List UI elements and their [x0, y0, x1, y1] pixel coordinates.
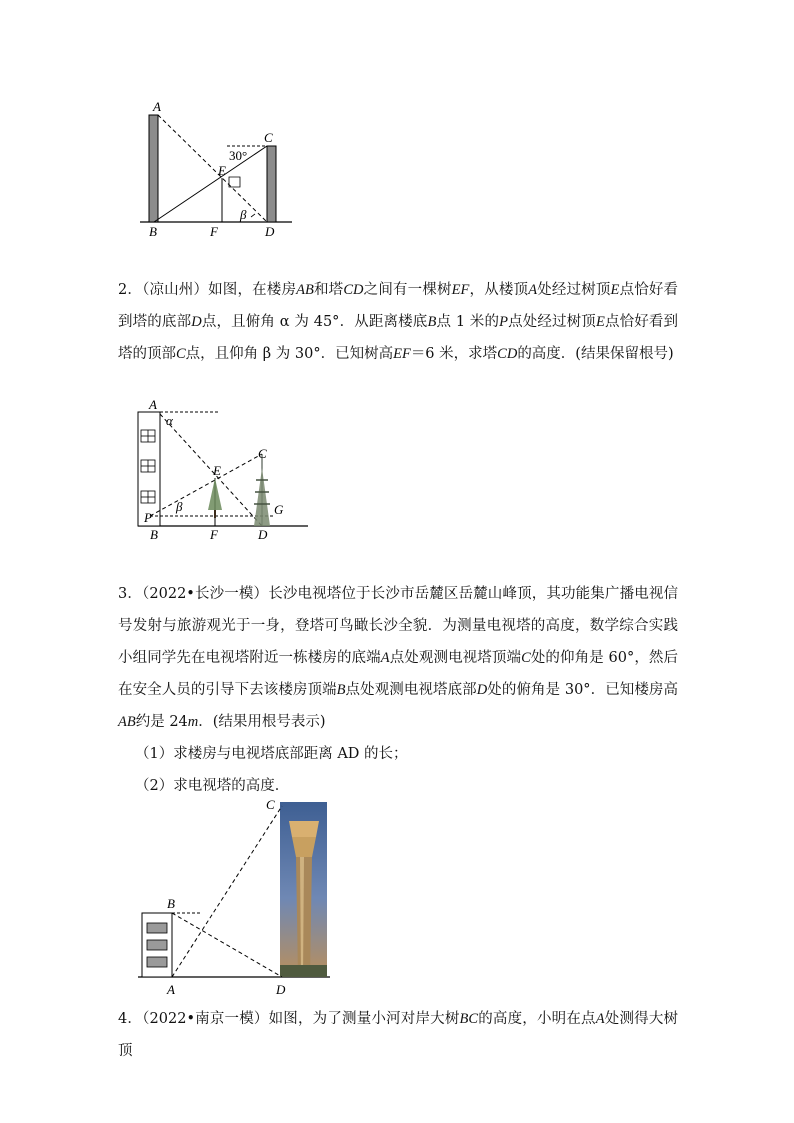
- label-e: E: [218, 163, 226, 178]
- label-d: D: [265, 224, 275, 239]
- label-b: B: [149, 224, 157, 239]
- figure-3-diagram: [130, 797, 340, 1002]
- label-c: C: [264, 130, 273, 145]
- figure-1-diagram: [130, 95, 300, 240]
- figure-2-diagram: [130, 398, 315, 548]
- label-a: A: [149, 398, 157, 412]
- label-b: B: [150, 527, 158, 542]
- label-a: A: [167, 982, 175, 997]
- label-b: B: [167, 896, 175, 911]
- label-f: F: [210, 527, 218, 542]
- tree-icon: [208, 478, 222, 518]
- label-d: D: [276, 982, 286, 997]
- label-g: G: [274, 502, 284, 517]
- building-ab: [149, 115, 158, 222]
- label-c: C: [258, 446, 267, 461]
- label-a: A: [153, 99, 161, 114]
- label-beta: β: [240, 207, 247, 222]
- pagoda-icon: [254, 454, 270, 526]
- label-f: F: [210, 224, 218, 239]
- label-alpha: α: [166, 413, 173, 428]
- label-e: E: [213, 463, 221, 478]
- tv-tower-image: [280, 802, 327, 977]
- label-d: D: [258, 527, 268, 542]
- problem-3-question-1: （1）求楼房与电视塔底部距离 AD 的长；: [135, 746, 408, 762]
- tower-cd: [267, 146, 276, 222]
- problem-3-question-2: （2）求电视塔的高度．: [135, 778, 290, 794]
- label-beta: β: [176, 499, 183, 514]
- label-p: P: [144, 510, 152, 525]
- label-c: C: [266, 797, 275, 812]
- label-angle-30: 30°: [229, 148, 248, 163]
- problem-4-text: 4．（2022•南京一模）如图，为了测量小河对岸大树BC的高度，小明在点A处测得大树顶: [118, 1011, 679, 1059]
- problem-3-text: 3．（2022•长沙一模）长沙电视塔位于长沙市岳麓区岳麓山峰顶，其功能集广播电视信号发射与旅游观光于一身，登塔可鸟瞰长沙全貌．为测量电视塔的高度，数学综合实践小组同学先在电视塔附近一栋楼房的底端A点处观测电视塔顶端C处的仰角是 60°，然后在安全人员的引导下去该楼房顶端B点处观测电视塔底部D处的俯角是 30°．已知楼房高AB约是 24m．(结果用根号表示): [118, 586, 679, 730]
- problem-2-text: 2．（凉山州）如图，在楼房AB和塔CD之间有一棵树EF，从楼顶A处经过树顶E点恰好看到塔的底部D点，且俯角 α 为 45°．从距离楼底B点 1 米的P点处经过树顶E点恰好看到塔的顶部C点，且仰角 β 为 30°．已知树高EF＝6 米，求塔CD的高度．(结果保留根号): [118, 282, 679, 362]
